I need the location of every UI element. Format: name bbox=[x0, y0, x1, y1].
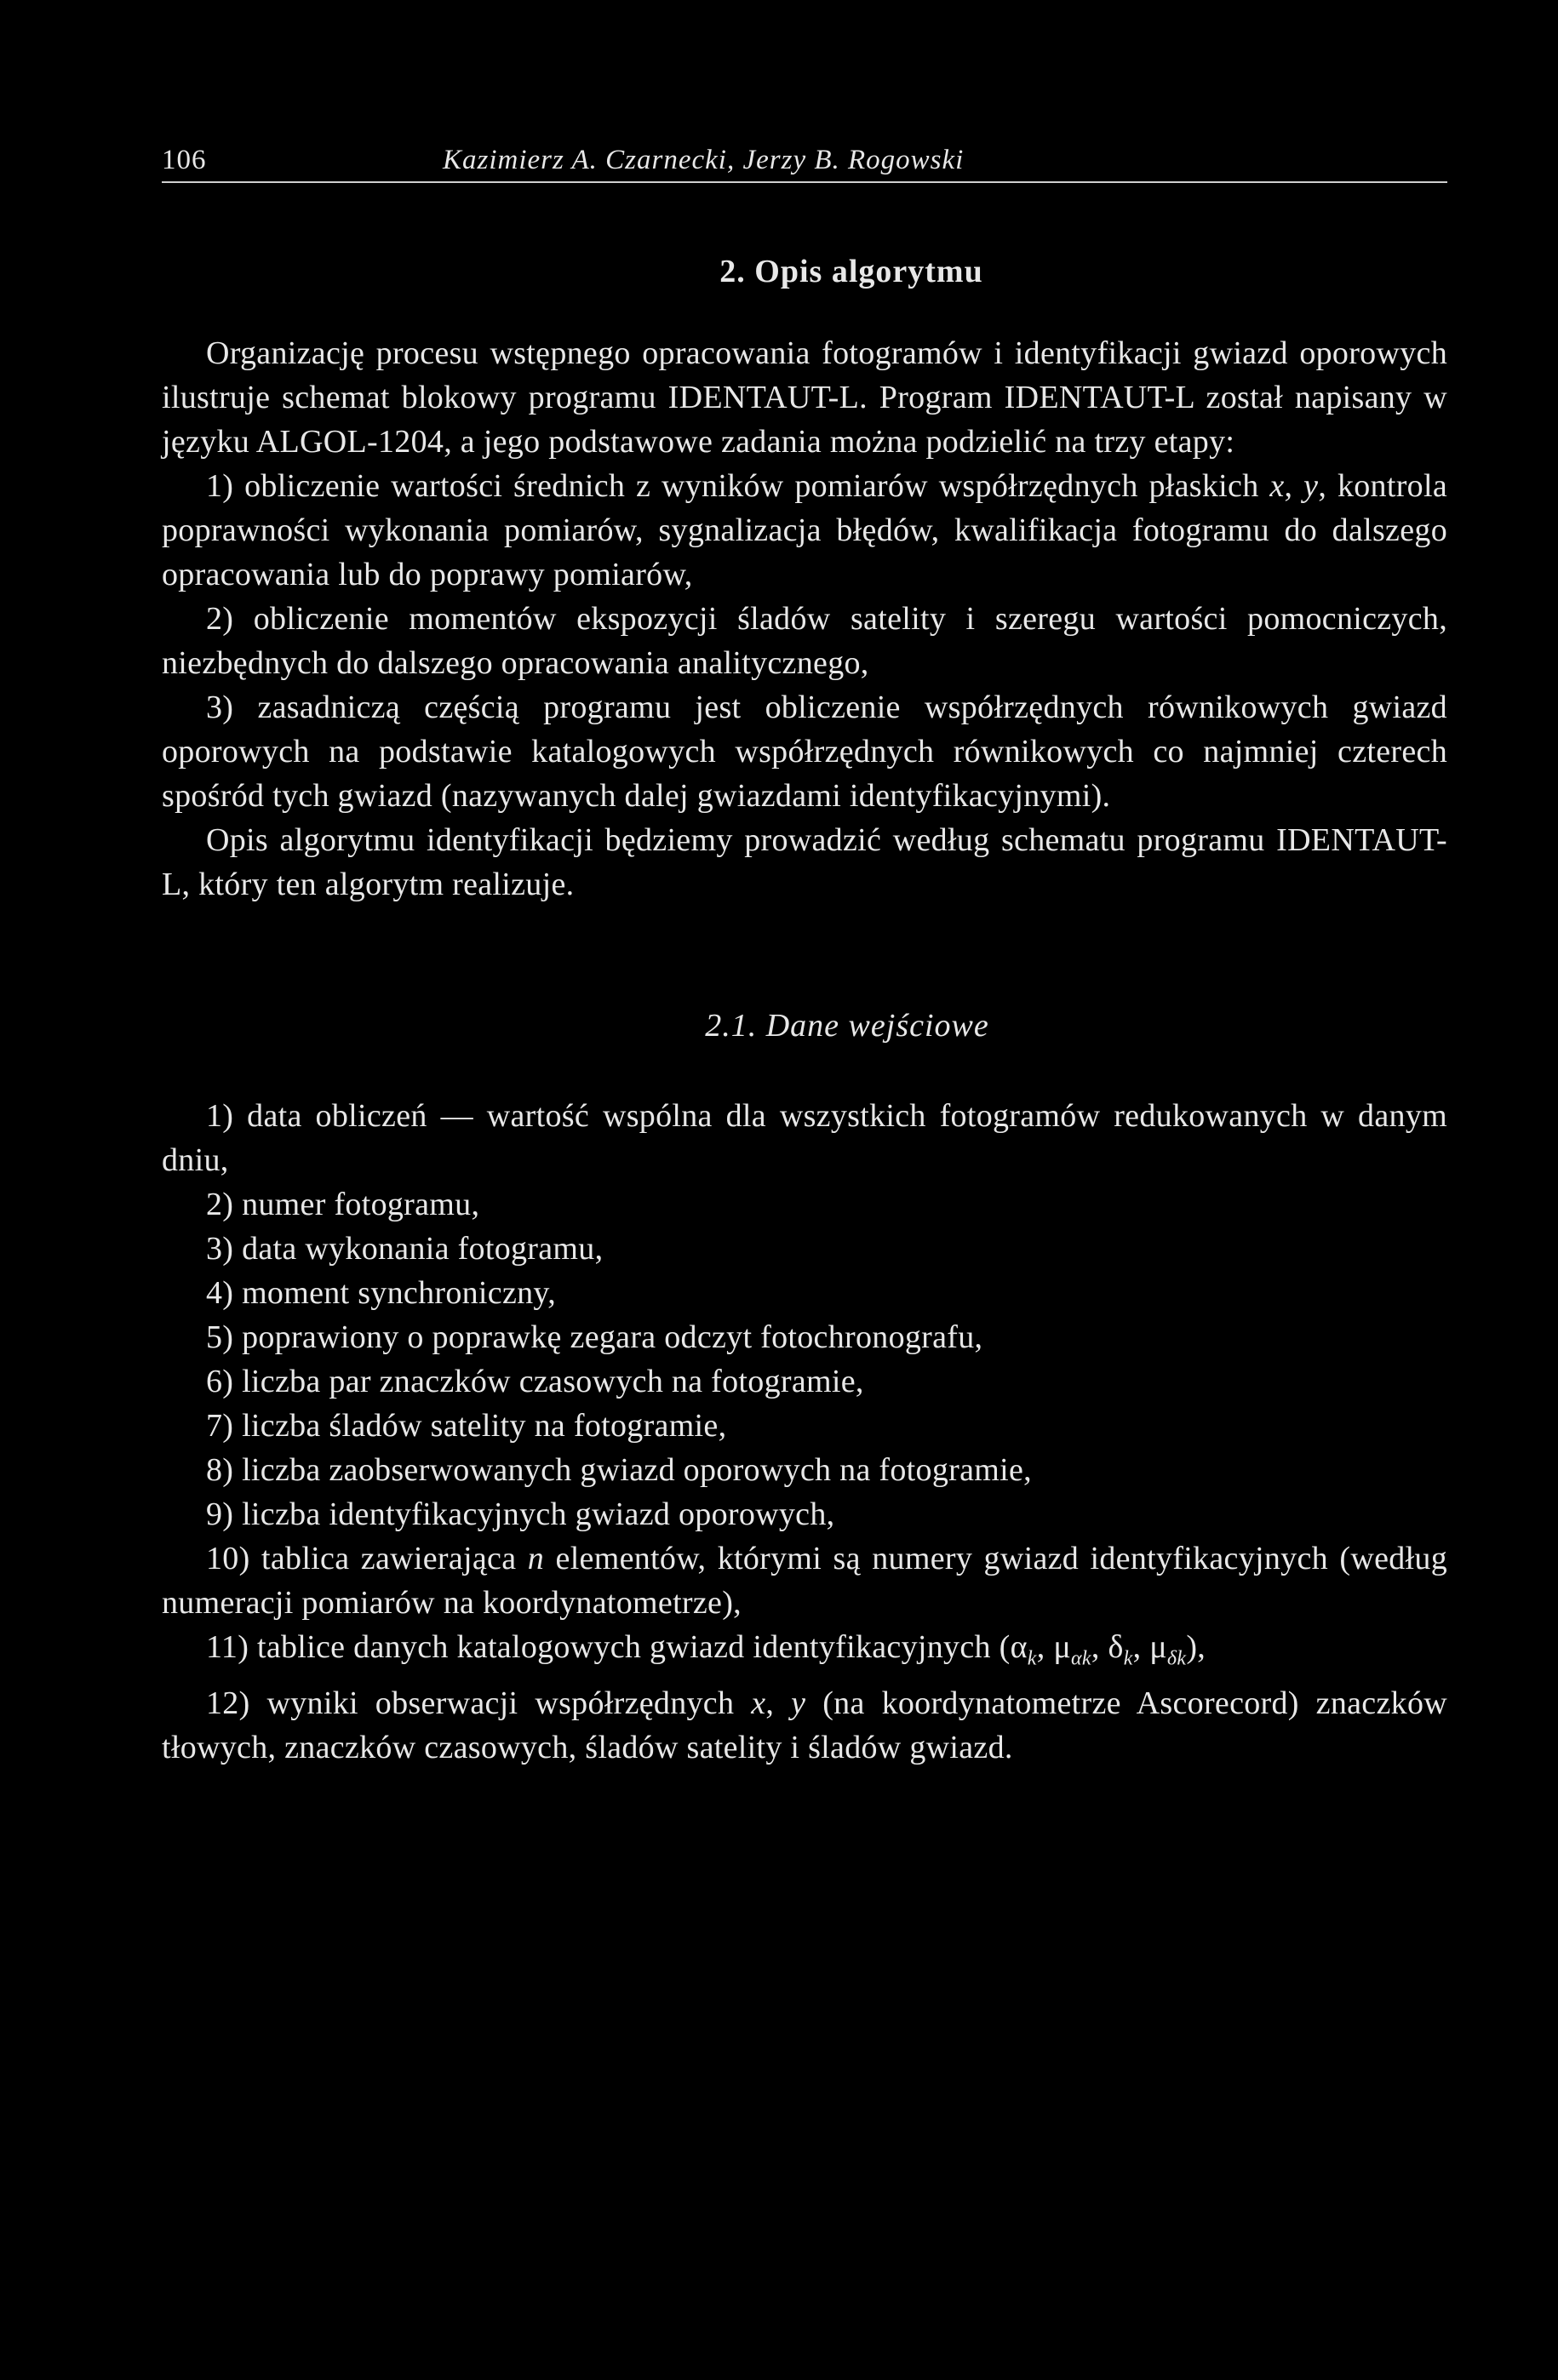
stage-number: 1) bbox=[206, 468, 234, 504]
list-item bbox=[162, 1315, 1447, 1359]
item-text: liczba identyfikacyjnych gwiazd oporowych, bbox=[242, 1496, 835, 1532]
list-item bbox=[162, 1625, 1447, 1681]
item-number: 12) bbox=[206, 1685, 250, 1721]
subscript: k bbox=[1123, 1647, 1133, 1670]
subscript: αk bbox=[1071, 1647, 1091, 1670]
stage-item-2 bbox=[162, 597, 1447, 685]
page-number: 106 bbox=[162, 145, 207, 175]
comma: , bbox=[1284, 468, 1304, 504]
section-body bbox=[162, 331, 1447, 907]
item-number: 3) bbox=[206, 1231, 234, 1267]
item-number: 6) bbox=[206, 1364, 234, 1399]
stage-text-pre: obliczenie wartości średnich z wyników pomiarów współrzędnych płaskich bbox=[244, 468, 1270, 504]
item-text: poprawiony o poprawkę zegara odczyt fotochronografu, bbox=[242, 1319, 983, 1355]
item-number: 10) bbox=[206, 1541, 250, 1576]
item-number: 2) bbox=[206, 1187, 234, 1222]
subscript: δk bbox=[1166, 1647, 1187, 1670]
var-y: y bbox=[791, 1685, 806, 1721]
stage-item-3 bbox=[162, 685, 1447, 818]
item-text: liczba śladów satelity na fotogramie, bbox=[242, 1408, 727, 1444]
list-item bbox=[162, 1536, 1447, 1625]
page bbox=[162, 145, 1447, 1770]
list-item bbox=[162, 1182, 1447, 1227]
item-text: liczba par znaczków czasowych na fotogramie, bbox=[242, 1364, 864, 1399]
list-item bbox=[162, 1681, 1447, 1770]
stage-text: zasadniczą częścią programu jest obliczenie współrzędnych równikowych gwiazd oporowych na podstawie katalogowych współrzędnych równikowych co najmniej czterech spośród tych gwiazd (nazywanych dalej gwiazdami identyfikacyjnymi). bbox=[162, 689, 1447, 814]
var-y: y bbox=[1303, 468, 1319, 504]
item-text: , δ bbox=[1091, 1629, 1124, 1665]
comma: , bbox=[765, 1685, 792, 1721]
item-text: data obliczeń — wartość wspólna dla wszystkich fotogramów redukowanych w danym dniu, bbox=[162, 1098, 1447, 1178]
list-item bbox=[162, 1359, 1447, 1404]
item-text: liczba zaobserwowanych gwiazd oporowych na fotogramie, bbox=[242, 1452, 1032, 1488]
list-item bbox=[162, 1271, 1447, 1315]
item-text: , μ bbox=[1132, 1629, 1167, 1665]
list-item bbox=[162, 1448, 1447, 1492]
item-text: data wykonania fotogramu, bbox=[242, 1231, 604, 1267]
item-text: moment synchroniczny, bbox=[242, 1275, 557, 1311]
list-item bbox=[162, 1492, 1447, 1536]
stage-text-post: , kontrola poprawności wykonania pomiarów, sygnalizacja błędów, kwalifikacja fotogramu do dalszego opracowania lub do poprawy pomiarów, bbox=[162, 468, 1447, 592]
item-number: 7) bbox=[206, 1408, 234, 1444]
running-header bbox=[162, 145, 1447, 183]
var-n: n bbox=[527, 1541, 545, 1576]
stage-text: obliczenie momentów ekspozycji śladów satelity i szeregu wartości pomocniczych, niezbędnych do dalszego opracowania analitycznego, bbox=[162, 601, 1447, 681]
item-number: 9) bbox=[206, 1496, 234, 1532]
item-number: 11) bbox=[206, 1629, 249, 1665]
list-item bbox=[162, 1094, 1447, 1182]
running-header-authors: Kazimierz A. Czarnecki, Jerzy B. Rogowski bbox=[443, 145, 965, 175]
item-text: tablice danych katalogowych gwiazd identyfikacyjnych (α bbox=[256, 1629, 1028, 1665]
stage-number: 2) bbox=[206, 601, 234, 637]
item-text: ), bbox=[1186, 1629, 1206, 1665]
var-x: x bbox=[751, 1685, 766, 1721]
list-item bbox=[162, 1227, 1447, 1271]
subsection-title: 2.1. Dane wejściowe bbox=[705, 1008, 989, 1044]
section-title: 2. Opis algorytmu bbox=[719, 254, 983, 289]
input-data-list bbox=[162, 1094, 1447, 1770]
item-number: 1) bbox=[206, 1098, 234, 1134]
list-item bbox=[162, 1404, 1447, 1448]
item-text: numer fotogramu, bbox=[242, 1187, 480, 1222]
item-number: 8) bbox=[206, 1452, 234, 1488]
item-text-pre: tablica zawierająca bbox=[261, 1541, 528, 1576]
var-x: x bbox=[1269, 468, 1285, 504]
intro-paragraph: Organizację procesu wstępnego opracowania fotogramów i identyfikacji gwiazd oporowych ilustruje schemat blokowy programu IDENTAUT-L. Program IDENTAUT-L został napisany w języku ALGOL-1204, a jego podstawowe zadania można podzielić na trzy etapy: bbox=[162, 335, 1447, 460]
item-text-post: elementów, którymi są numery gwiazd identyfikacyjnych (według numeracji pomiarów na koordynatometrze), bbox=[162, 1541, 1447, 1621]
stage-number: 3) bbox=[206, 689, 234, 725]
item-text-pre: wyniki obserwacji współrzędnych bbox=[266, 1685, 752, 1721]
item-text-post: (na koordynatometrze Ascorecord) znaczków tłowych, znaczków czasowych, śladów satelity i śladów gwiazd. bbox=[162, 1685, 1447, 1765]
item-text: , μ bbox=[1036, 1629, 1072, 1665]
stage-item-1 bbox=[162, 464, 1447, 597]
item-number: 4) bbox=[206, 1275, 234, 1311]
closing-paragraph: Opis algorytmu identyfikacji będziemy prowadzić według schematu programu IDENTAUT-L, który ten algorytm realizuje. bbox=[162, 822, 1447, 902]
subscript: k bbox=[1027, 1647, 1037, 1670]
item-number: 5) bbox=[206, 1319, 234, 1355]
